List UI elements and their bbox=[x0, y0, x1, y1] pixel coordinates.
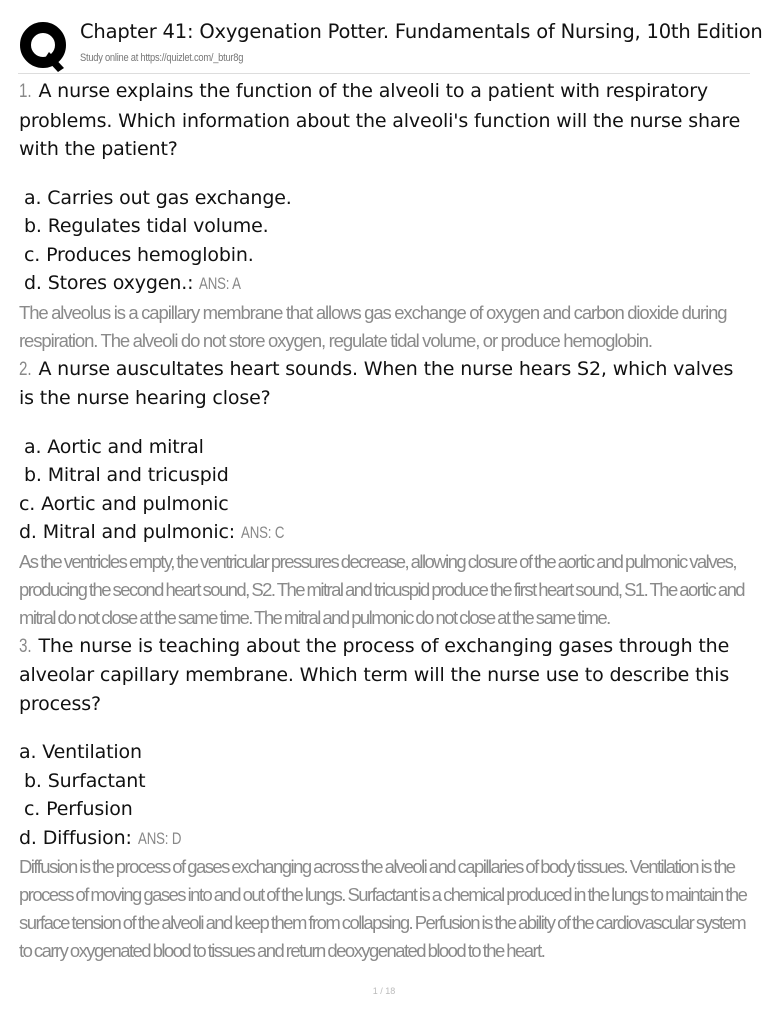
option-d-text: d. Stores oxygen.: bbox=[24, 272, 194, 294]
option-d bbox=[19, 518, 754, 548]
page-number: 1 / 18 bbox=[372, 986, 396, 996]
question-3 bbox=[19, 632, 754, 966]
study-link[interactable]: Study online at https://quizlet.com/_btur8g bbox=[80, 52, 244, 64]
question-prompt: A nurse auscultates heart sounds. When the nurse hears S2, which valves is the nurse hearing close? bbox=[19, 357, 734, 409]
answer-key: ANS: C bbox=[240, 523, 285, 542]
answer-key: ANS: D bbox=[137, 828, 181, 848]
question-text bbox=[19, 632, 754, 719]
option-c: c. Aortic and pulmonic bbox=[19, 492, 229, 515]
document-title: Chapter 41: Oxygenation Potter. Fundamentals of Nursing, 10th Edition bbox=[80, 20, 763, 43]
rationale: As the ventricles empty, the ventricular pressures decrease, allowing closure of the aortic and pulmonic valves, producing the second heart sound, S2. The mitral and tricuspid produce the first heart sound, S1. The aortic and mitral do not close at the same time. The mitral and pulmonic do not close at the same time. bbox=[19, 550, 745, 628]
rationale: Diffusion is the process of gases exchanging across the alveoli and capillaries of body tissues. Ventilation is the process of moving gases into and out of the lungs. Surfactant is a chemical produced in the lungs to maintain the surface tension of the alveoli and keep them from collapsing. Perfusion is the ability of the cardiovascular system to carry oxygenated blood to tissues and return deoxygenated blood to the heart. bbox=[19, 856, 747, 961]
option-c: c. Perfusion bbox=[24, 798, 133, 820]
option-b: b. Regulates tidal volume. bbox=[24, 215, 269, 237]
option-d-text: d. Diffusion: bbox=[19, 826, 132, 849]
rationale: The alveolus is a capillary membrane that allows gas exchange of oxygen and carbon dioxide during respiration. The alveoli do not store oxygen, regulate tidal volume, or produce hemoglobin. bbox=[19, 301, 727, 351]
question-number: 1. bbox=[19, 81, 32, 102]
question-list bbox=[19, 77, 754, 965]
option-b: b. Surfactant bbox=[24, 769, 146, 792]
option-d bbox=[19, 824, 754, 854]
answer-options bbox=[19, 433, 754, 548]
question-number: 3. bbox=[19, 635, 32, 657]
header bbox=[18, 16, 763, 74]
question-number: 2. bbox=[19, 358, 32, 380]
answer-options bbox=[19, 184, 754, 299]
quizlet-logo-icon bbox=[18, 20, 70, 72]
question-text bbox=[19, 77, 754, 164]
question-prompt: A nurse explains the function of the alveoli to a patient with respiratory problems. Which information about the alveoli's function will the nurse share with the patient? bbox=[19, 80, 741, 160]
option-a: a. Carries out gas exchange. bbox=[24, 186, 292, 209]
question-2 bbox=[19, 355, 754, 632]
question-prompt: The nurse is teaching about the process of exchanging gases through the alveolar capillary membrane. Which term will the nurse use to describe this process? bbox=[19, 634, 730, 715]
answer-options bbox=[19, 738, 754, 853]
question-text bbox=[19, 355, 754, 413]
header-divider bbox=[18, 73, 750, 74]
option-c: c. Produces hemoglobin. bbox=[24, 243, 254, 266]
question-1 bbox=[19, 77, 754, 355]
option-b: b. Mitral and tricuspid bbox=[24, 464, 229, 486]
option-d bbox=[19, 269, 754, 299]
answer-key: ANS: A bbox=[199, 274, 242, 293]
option-d-text: d. Mitral and pulmonic: bbox=[19, 521, 236, 543]
option-a: a. Aortic and mitral bbox=[24, 435, 204, 458]
option-a: a. Ventilation bbox=[19, 741, 142, 763]
